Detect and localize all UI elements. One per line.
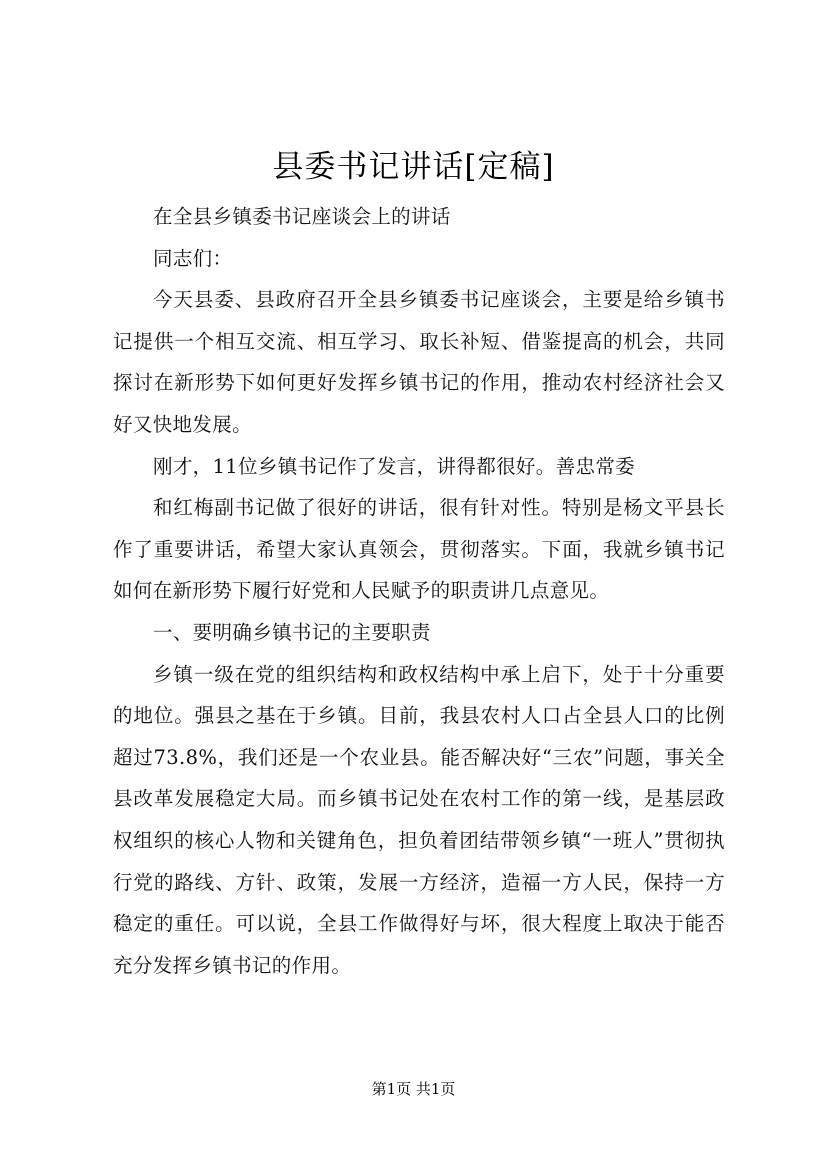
body-paragraph: 和红梅副书记做了很好的讲话，很有针对性。特别是杨文平县长作了重要讲话，希望大家认真领会，贯彻落实。下面，我就乡镇书记如何在新形势下履行好党和人民赋予的职责讲几点意见。 [113, 496, 725, 603]
speech-subtitle: 在全县乡镇委书记座谈会上的讲话 [152, 205, 451, 228]
body-paragraph: 刚才，11位乡镇书记作了发言，讲得都很好。善忠常委 [152, 454, 636, 478]
body-paragraph: 今天县委、县政府召开全县乡镇委书记座谈会，主要是给乡镇书记提供一个相互交流、相互学习、取长补短、借鉴提高的机会，共同探讨在新形势下如何更好发挥乡镇书记的作用，推动农村经济社会又好又快地发展。 [113, 288, 725, 436]
salutation: 同志们： [152, 246, 233, 270]
document-title: 县委书记讲话[定稿] [272, 149, 555, 185]
document-body [113, 196, 725, 986]
body-paragraph: 乡镇一级在党的组织结构和政权结构中承上启下，处于十分重要的地位。强县之基在于乡镇。目前，我县农村人口占全县人口的比例超过73.8%，我们还是一个农业县。能否解决好“三农”问题，事关全县改革发展稳定大局。而乡镇书记处在农村工作的第一线，是基层政权组织的核心人物和关键角色，担负着团结带领乡镇“一班人”贯彻执行党的路线、方针、政策，发展一方经济，造福一方人民，保持一方稳定的重任。可以说，全县工作做得好与坏，很大程度上取决于能否充分发挥乡镇书记的作用。 [113, 662, 725, 977]
page-number-footer: 第1页 共1页 [371, 1080, 456, 1098]
section-heading: 一、要明确乡镇书记的主要职责 [152, 620, 431, 644]
